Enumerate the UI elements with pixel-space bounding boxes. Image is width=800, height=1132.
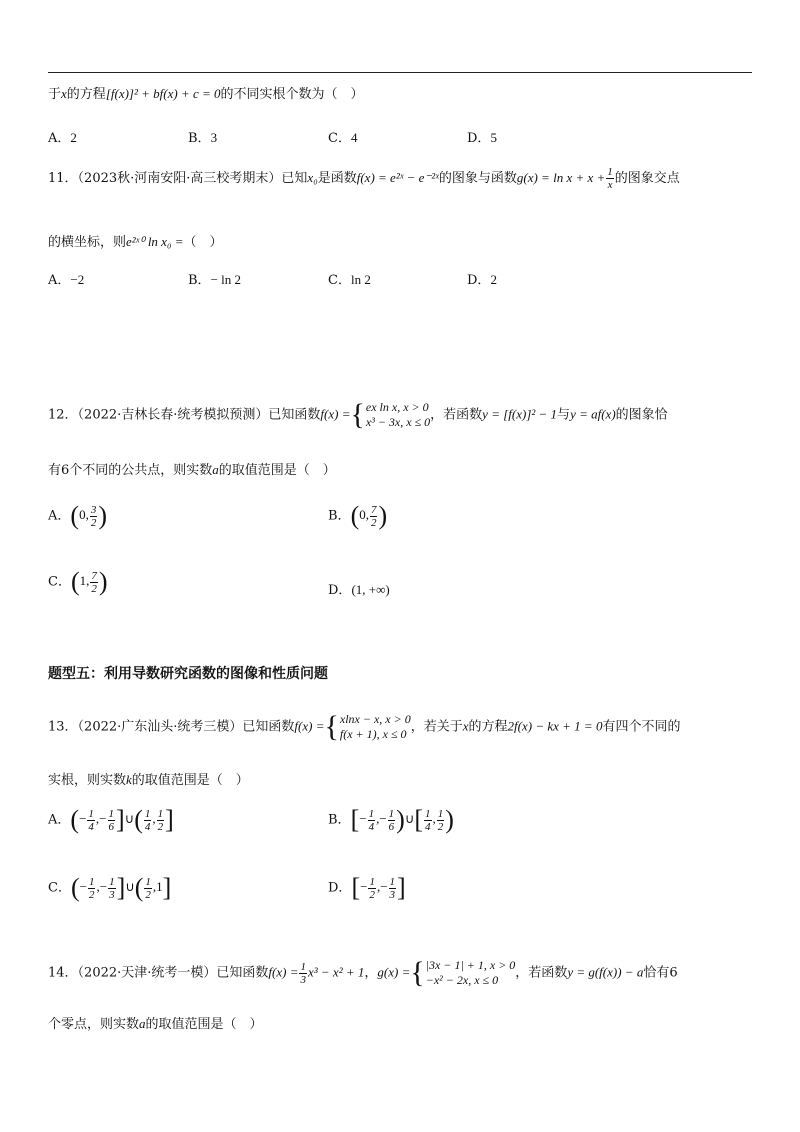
section-title: 题型五：利用导数研究函数的图像和性质问题 xyxy=(48,666,328,682)
q12-option-c[interactable]: C．(1, $\frac{7}{2}$ ) xyxy=(48,567,108,597)
q11-option-d[interactable]: D．2 xyxy=(467,272,497,288)
q13-stem-line2: 实根，则实数k的取值范围是（ ） xyxy=(48,772,249,788)
q11-option-a[interactable]: A．−2 xyxy=(48,272,85,288)
q12-number: 12． xyxy=(48,407,78,423)
q13-stem: 13．（2022·广东汕头·统考三模）已知函数f(x) = { xlnx − x, x > 0 f(x + 1), x ≤ 0 ，若关于x的方程2f(x) − kx + 1 = 0有四个不同的 xyxy=(48,710,681,743)
q14-source: （2022·天津·统考一模） xyxy=(77,965,217,981)
q13-piecewise: { xlnx − x, x > 0 f(x + 1), x ≤ 0 xyxy=(324,710,411,743)
q10-option-d[interactable]: D．5 xyxy=(467,130,497,146)
q10-option-a[interactable]: A．2 xyxy=(48,130,77,146)
q10-stem: 于x的方程[f(x)]² + bf(x) + c = 0的不同实根个数为（ ） xyxy=(48,86,364,102)
q11-g-definition: g(x) = ln x + x + xyxy=(516,170,606,185)
q10-equation: [f(x)]² + bf(x) + c = 0 xyxy=(105,86,221,101)
q11-fraction: $\frac{1}{x}$ xyxy=(607,166,613,191)
q12-option-b[interactable]: B．(0, $\frac{7}{2}$ ) xyxy=(328,501,388,531)
q12-piecewise: { ex ln x, x > 0 x³ − 3x, x ≤ 0 xyxy=(350,398,431,431)
q11-stem: 11．（2023秋·河南安阳·高三校考期末）已知x₀是函数f(x) = e²ˣ − e⁻²ˣ的图象与函数g(x) = ln x + x + $\frac{1}{x}$ 的图象交点 xyxy=(48,166,680,191)
q13-source: （2022·广东汕头·统考三模） xyxy=(77,719,243,735)
q11-stem-line2: 的横坐标，则e²ˣ⁰ ln x₀ =（ ） xyxy=(48,234,223,250)
q14-stem: 14．（2022·天津·统考一模）已知函数f(x) = $\frac{1}{3}$ x³ − x² + 1，g(x) = { |3x − 1| + 1, x > 0 −x² − 2x, x ≤ 0 ，若函数y = g(f(x)) − a恰有6 xyxy=(48,956,678,989)
q12-stem: 12．（2022·吉林长春·统考模拟预测）已知函数f(x) = { ex ln x, x > 0 x³ − 3x, x ≤ 0 ，若函数y = [f(x)]² − 1与y = af(x)的图象恰 xyxy=(48,398,668,431)
q13-option-b[interactable]: B．[− $\frac{1}{4}$ ,− $\frac{1}{6}$ )∪[ $\frac{1}{4}$ , $\frac{1}{2}$ ) xyxy=(328,805,454,835)
q10-option-c[interactable]: C．4 xyxy=(328,130,358,146)
q13-option-d[interactable]: D．[− $\frac{1}{2}$ ,− $\frac{1}{3}$ ] xyxy=(328,873,406,903)
q14-piecewise: { |3x − 1| + 1, x > 0 −x² − 2x, x ≤ 0 xyxy=(410,956,516,989)
q11-option-b[interactable]: B．− ln 2 xyxy=(188,272,242,288)
q13-option-c[interactable]: C．(− $\frac{1}{2}$ ,− $\frac{1}{3}$ ]∪( $\frac{1}{2}$ ,1] xyxy=(48,873,172,903)
q13-number: 13． xyxy=(48,719,78,735)
q12-option-d[interactable]: D．(1, +∞) xyxy=(328,582,390,598)
q12-stem-line2: 有6个不同的公共点，则实数a的取值范围是（ ） xyxy=(48,462,336,478)
q13-option-a[interactable]: A．(− $\frac{1}{4}$ ,− $\frac{1}{6}$ ]∪( $\frac{1}{4}$ , $\frac{1}{2}$ ] xyxy=(48,805,174,835)
q14-number: 14． xyxy=(48,965,78,981)
q12-source: （2022·吉林长春·统考模拟预测） xyxy=(77,407,269,423)
q10-option-b[interactable]: B．3 xyxy=(188,130,218,146)
q14-stem-line2: 个零点，则实数a的取值范围是（ ） xyxy=(48,1016,263,1032)
q11-expression: e²ˣ⁰ ln x₀ = xyxy=(126,234,184,249)
q11-f-definition: f(x) = e²ˣ − e⁻²ˣ xyxy=(356,170,439,185)
q11-option-c[interactable]: C．ln 2 xyxy=(328,272,371,288)
q11-number: 11． xyxy=(48,171,78,186)
q11-source: （2023秋·河南安阳·高三校考期末） xyxy=(77,171,282,186)
q12-option-a[interactable]: A．(0, $\frac{3}{2}$ ) xyxy=(48,501,107,531)
header-rule xyxy=(48,72,752,73)
